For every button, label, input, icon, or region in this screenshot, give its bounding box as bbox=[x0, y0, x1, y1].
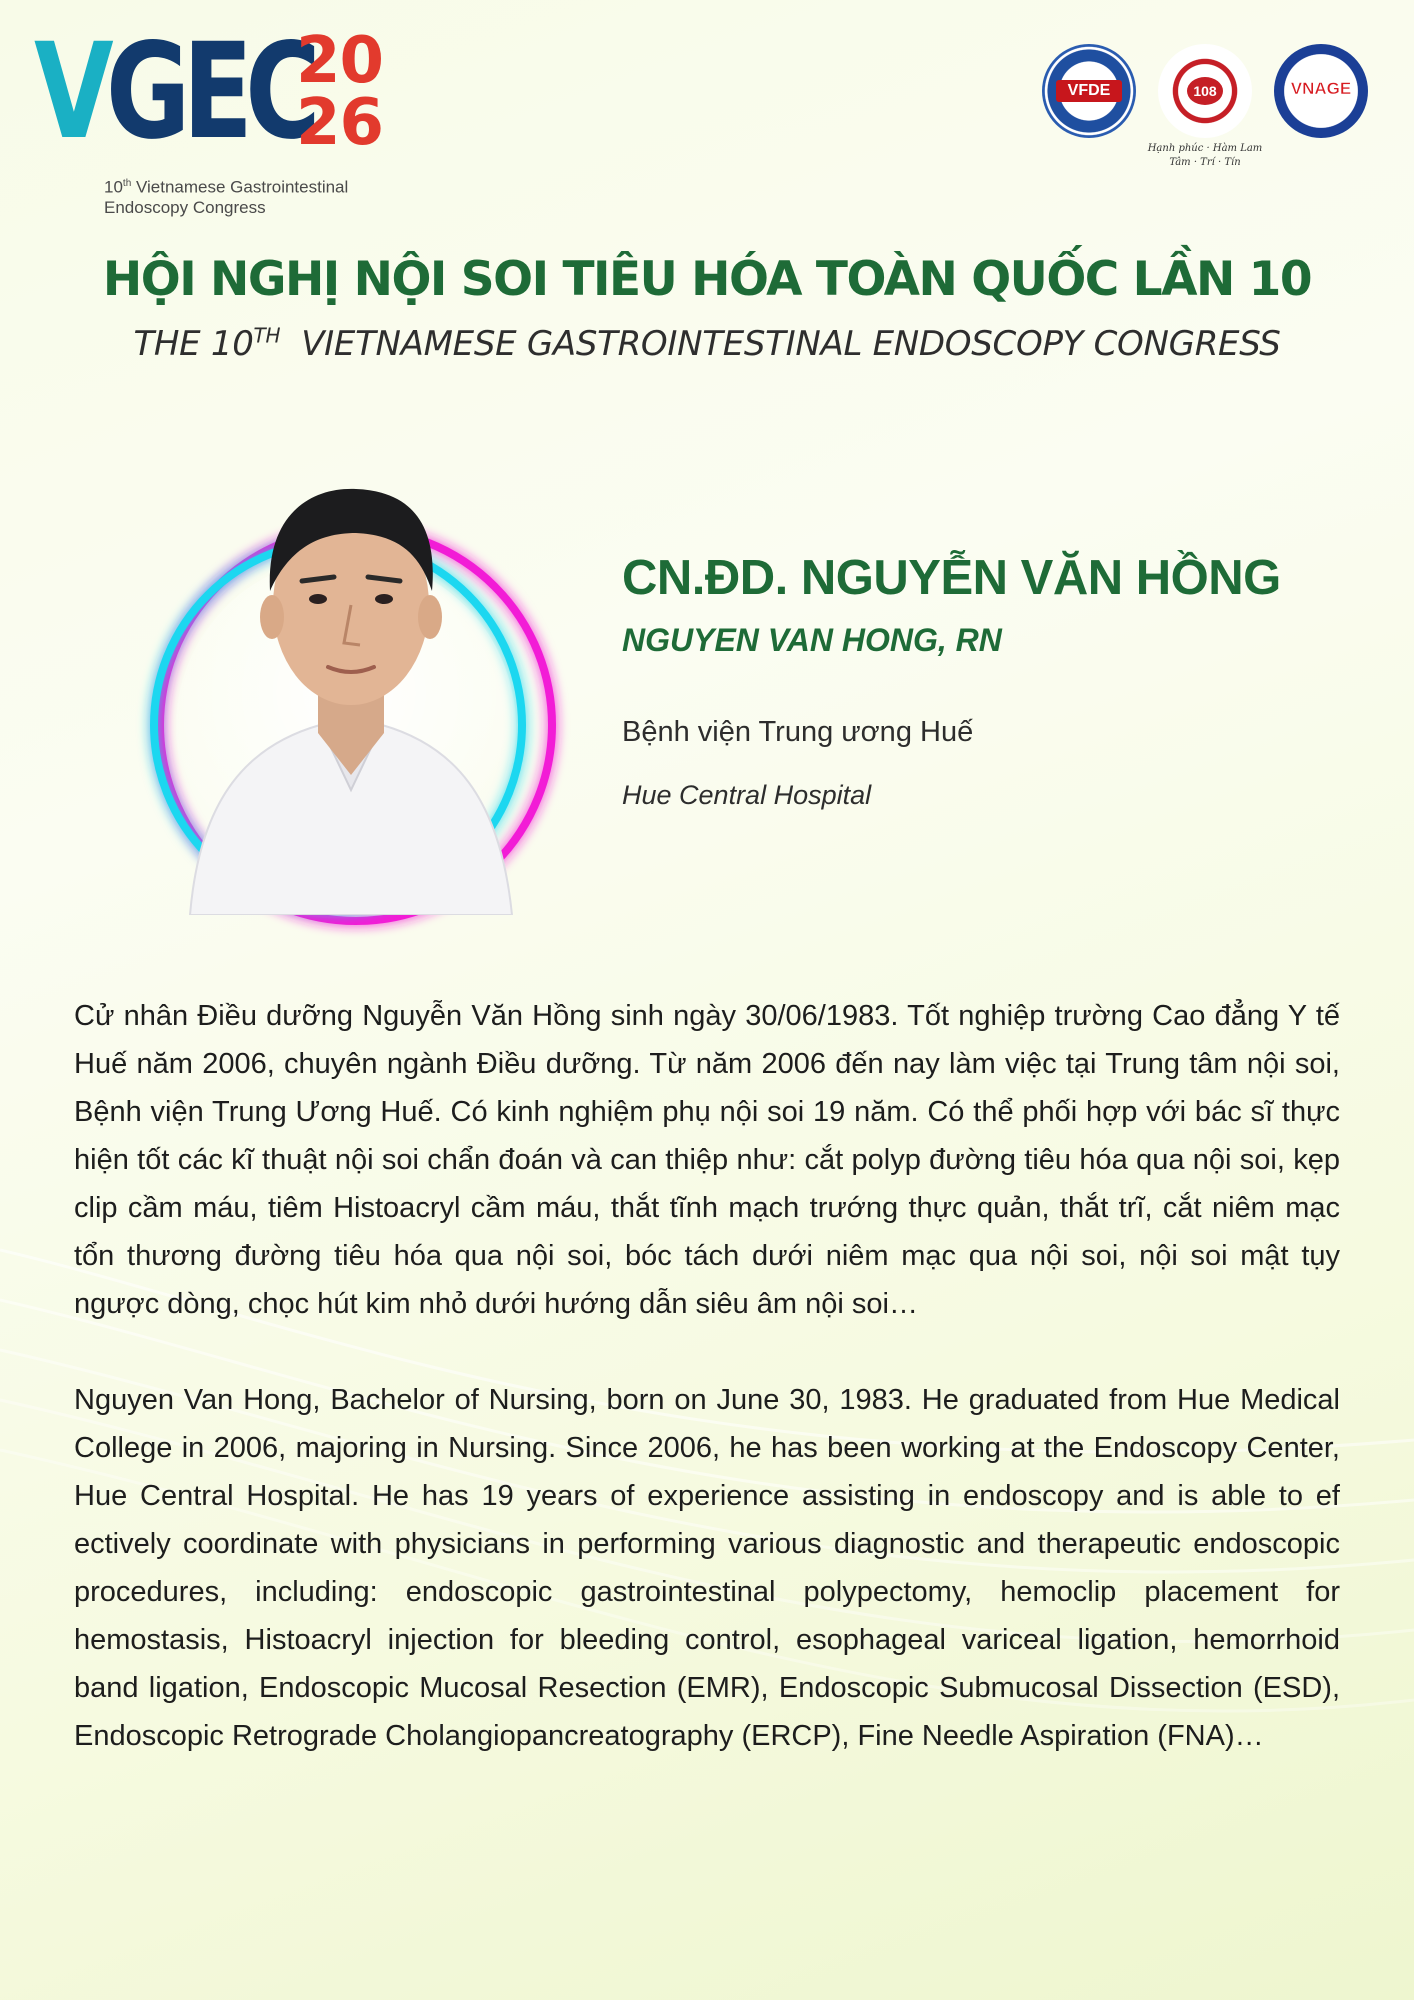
speaker-name-english: NGUYEN VAN HONG, RN bbox=[622, 622, 1002, 658]
military-hospital-108-seal-icon: 108 bbox=[1158, 44, 1252, 138]
speaker-name-vietnamese: CN.ĐD. NGUYỄN VĂN HỒNG bbox=[622, 551, 1281, 605]
speaker-affiliation-english: Hue Central Hospital bbox=[622, 780, 872, 810]
hospital-108-motto: Hạnh phúc · Hàm Lam Tâm · Trí · Tín bbox=[1147, 143, 1263, 168]
vgec-logo bbox=[34, 15, 404, 226]
logo-wordmark: VGEC bbox=[34, 15, 313, 169]
logo-year: 20 26 bbox=[296, 24, 384, 160]
biography-vietnamese: Cử nhân Điều dưỡng Nguyễn Văn Hồng sinh ngày 30/06/1983. Tốt nghiệp trường Cao đẳng Y tế Huế năm 2006, chuyên ngành Điều dưỡng. Từ năm 2006 đến nay làm việc tại Trung tâm nội soi, Bệnh viện Trung Ương Huế. Có kinh nghiệm phụ nội soi 19 năm. Có thể phối hợp với bác sĩ thực hiện tốt các kĩ thuật nội soi chẩn đoán và can thiệp như: cắt polyp đường tiêu hóa qua nội soi, kẹp clip cầm máu, tiêm Histoacryl cầm máu, thắt tĩnh mạch trướng thực quản, thắt trĩ, cắt niêm mạc tổn thương đường tiêu hóa qua nội soi, bóc tách dưới niêm mạc qua nội soi, nội soi mật tụy ngược dòng, chọc hút kim nhỏ dưới hướng dẫn siêu âm nội soi… bbox=[74, 1000, 1340, 1320]
biography-english: Nguyen Van Hong, Bachelor of Nursing, born on June 30, 1983. He graduated from Hue Medical College in 2006, majoring in Nursing. Since 2006, he has been working at the Endoscopy Center, Hue Central Hospital. He has 19 years of experience assisting in endoscopy and is able to ef ectively coordinate with physicians in performing various diagnostic and therapeutic endoscopic procedures, including: endoscopic gastrointestinal polypectomy, hemoclip placement for hemostasis, Histoacryl injection for bleeding control, esophageal variceal ligation, hemorrhoid band ligation, Endoscopic Mucosal Resection (EMR), Endoscopic Submucosal Dissection (ESD), Endoscopic Retrograde Cholangiopancreatography (ERCP), Fine Needle Aspiration (FNA)… bbox=[74, 1384, 1340, 1752]
congress-title-english: THE 10TH VIETNAMESE GASTROINTESTINAL ENDOSCOPY CONGRESS bbox=[133, 323, 1281, 364]
congress-title-vietnamese: HỘI NGHỊ NỘI SOI TIÊU HÓA TOÀN QUỐC LẦN 10 bbox=[102, 252, 1312, 307]
vfde-seal-icon: VFDE bbox=[1042, 44, 1136, 138]
speaker-portrait bbox=[120, 395, 580, 955]
logo-subtitle: 10th Vietnamese Gastrointestinal Endoscopy Congress bbox=[104, 177, 349, 217]
vnage-seal-icon: VNAGE bbox=[1274, 44, 1368, 138]
speaker-affiliation-vietnamese: Bệnh viện Trung ương Huế bbox=[622, 716, 974, 748]
